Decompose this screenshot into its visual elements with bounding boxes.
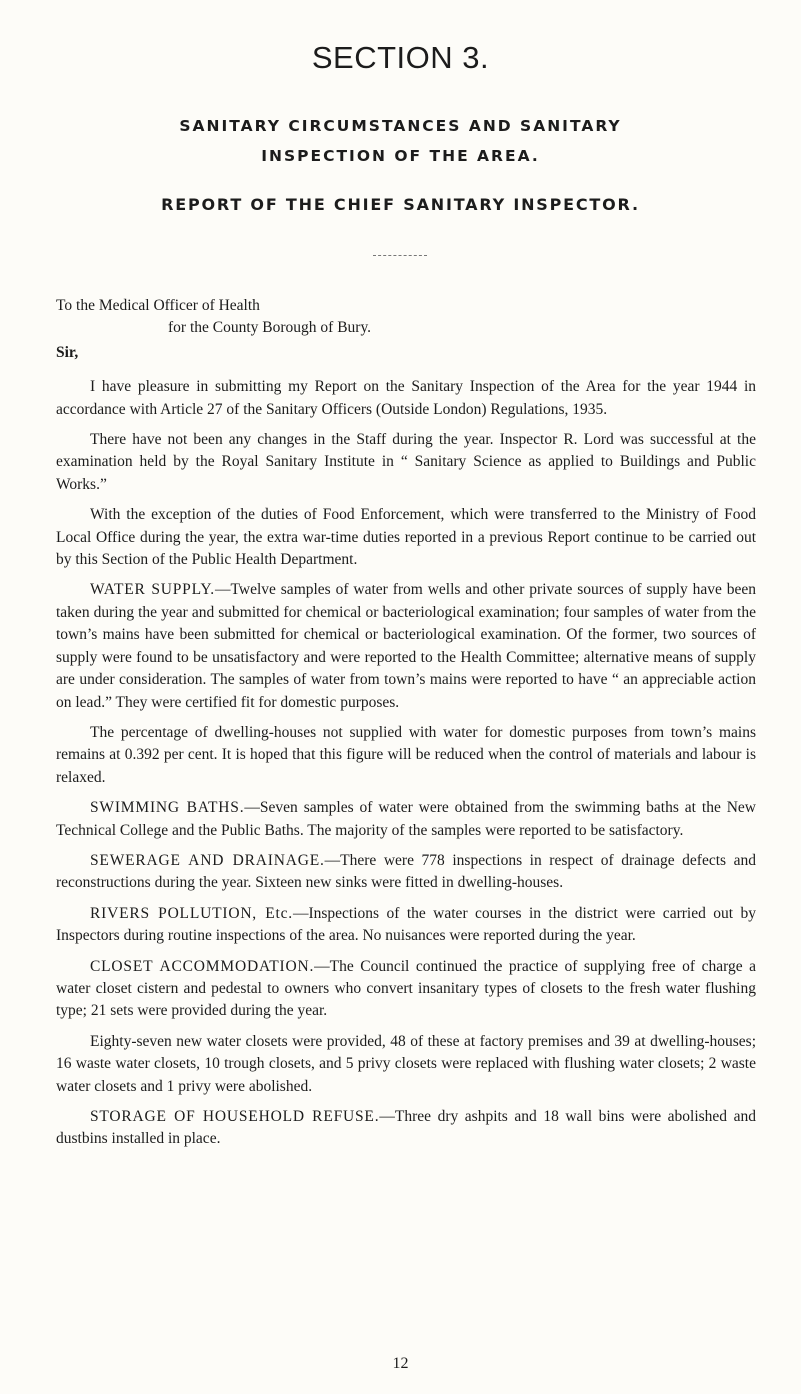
paragraph-text: —Three dry ashpits and 18 wall bins were abolished and dustbins installed in place. (56, 1108, 756, 1148)
paragraph-text: —Twelve samples of water from wells and other private sources of supply have been taken during the year and submitted for chemical or bacteriological examination; four samples of water from the town’s mains have been submitted for chemical or bacteriological examination. Of the former, two sources of supply were found to be unsatisfactory and were reported to the Health Committee; alternative means of supply are under consideration. The samples of water from town’s mains were reported to have “ an appreciable action on lead.” They were certified fit for domestic purposes. (56, 581, 757, 711)
address-line-1: To the Medical Officer of Health (56, 297, 260, 314)
paragraph-water-supply (56, 579, 756, 713)
paragraph-staff (56, 429, 756, 496)
page-number: 12 (392, 1355, 409, 1372)
paragraph-sewerage (56, 850, 756, 895)
paragraph-closet-accommodation (56, 956, 756, 1023)
paragraph-duties (56, 504, 756, 571)
section-title: SECTION 3. (311, 40, 490, 75)
paragraph-percentage (56, 722, 756, 789)
paragraph-text: The percentage of dwelling-houses not supplied with water for domestic purposes from town’s mains remains at 0.392 per cent. It is hoped that this figure will be reduced when the control of materials and labour is relaxed. (56, 723, 756, 786)
heading-inspection-of-area: INSPECTION OF THE AREA. (261, 147, 540, 165)
paragraph-text: I have pleasure in submitting my Report on the Sanitary Inspection of the Area for the year 1944 in accordance with Article 27 of the Sanitary Officers (Outside London) Regulations, 1935. (56, 378, 756, 418)
ornamental-divider (373, 255, 427, 256)
paragraph-title: STORAGE OF HOUSEHOLD REFUSE. (90, 1108, 380, 1125)
paragraph-text: There have not been any changes in the Staff during the year. Inspector R. Lord was successful at the examination held by the Royal Sanitary Institute in “ Sanitary Science as applied to Buildings and Public Works.” (56, 431, 756, 493)
paragraph-text: With the exception of the duties of Food Enforcement, which were transferred to the Ministry of Food Local Office during the year, the extra war-time duties reported in a previous Report continue to be carried out by this Section of the Public Health Department. (56, 506, 756, 569)
paragraph-title: SWIMMING BATHS. (90, 799, 245, 817)
paragraph-intro (56, 376, 756, 421)
paragraph-water-closets (56, 1031, 756, 1098)
paragraph-swimming-baths (56, 797, 756, 842)
paragraph-text: —Inspections of the water courses in the district were carried out by Inspectors during routine inspections of the area. No nuisances were reported during the year. (56, 904, 756, 945)
paragraph-rivers-pollution (56, 903, 756, 948)
paragraph-text: —There were 778 inspections in respect of drainage defects and reconstructions during the year. Sixteen new sinks were fitted in dwelling-houses. (56, 851, 756, 892)
paragraph-refuse-storage (56, 1106, 756, 1151)
paragraph-text: —The Council continued the practice of supplying free of charge a water closet cistern and pedestal to owners who convert insanitary types of closets to the fresh water flushing type; 21 sets were provided during the year. (56, 957, 756, 1020)
salutation: Sir, (56, 343, 79, 361)
paragraph-text: —Seven samples of water were obtained from the swimming baths at the New Technical College and the Public Baths. The majority of the samples were reported to be satisfactory. (56, 799, 756, 839)
paragraph-title: CLOSET ACCOMMODATION. (90, 957, 315, 975)
heading-sanitary-circumstances: SANITARY CIRCUMSTANCES AND SANITARY (179, 117, 622, 135)
paragraph-title: SEWERAGE AND DRAINAGE. (90, 851, 325, 869)
paragraph-text: Eighty-seven new water closets were provided, 48 of these at factory premises and 39 at dwelling-houses; 16 waste water closets, 10 trough closets, and 5 privy closets were replaced with flushing water closets; 2 waste water closets and 1 privy were abolished. (56, 1032, 756, 1095)
heading-report-chief-inspector: REPORT OF THE CHIEF SANITARY INSPECTOR. (161, 195, 640, 214)
address-line-2: for the County Borough of Bury. (168, 319, 372, 337)
paragraph-title: RIVERS POLLUTION, Etc. (90, 904, 293, 922)
paragraph-title: WATER SUPPLY. (90, 581, 215, 599)
report-body (56, 295, 756, 1159)
